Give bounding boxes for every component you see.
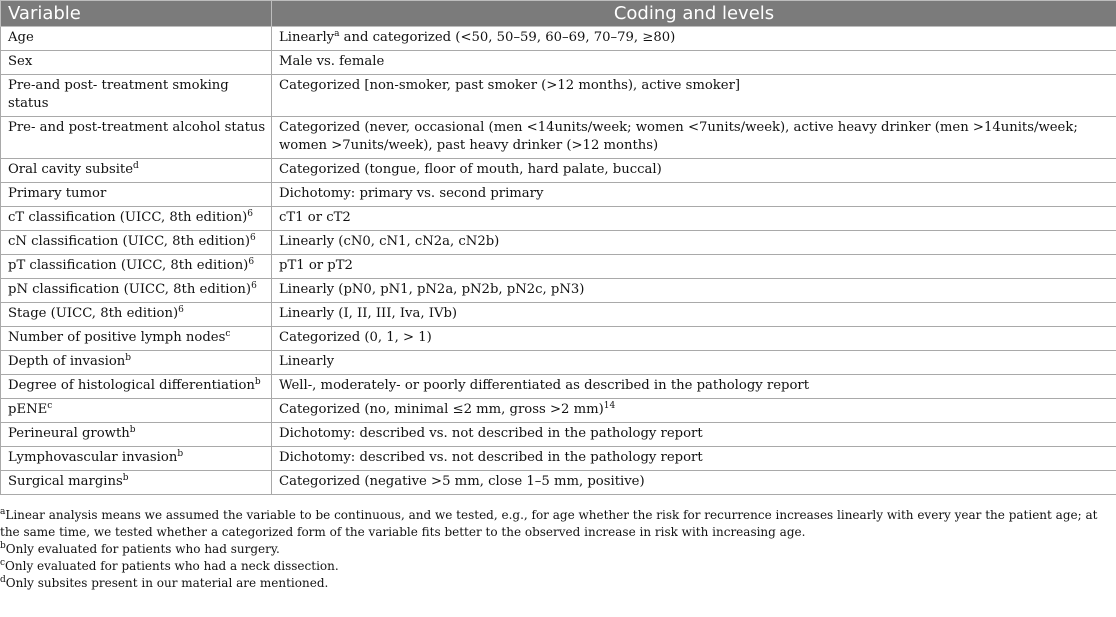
variable-cell [1,351,272,375]
coding-cell [272,279,1116,303]
coding-text: Categorized (never, occasional (men <14units/week; women <7units/week), active heavy drinker (men >14units/week; women >7units/week), past heavy drinker (>12 months) [279,120,1078,153]
variable-label: cN classification (UICC, 8th edition) [8,234,251,249]
coding-text: Categorized [non-smoker, past smoker (>12 months), active smoker] [279,78,741,93]
coding-cell [272,471,1116,495]
footnote-text: Linear analysis means we assumed the variable to be continuous, and we tested, e.g., for age whether the risk for recurrence increases linearly with every year the patient age; at the same time, we tested whether a categorized form of the variable fits better to the observed increase in risk with increasing age. [0,508,1098,539]
coding-cell [272,75,1116,117]
table-row [1,231,1116,255]
table-row [1,117,1116,159]
coding-text: Linearly (I, II, III, Iva, IVb) [279,306,458,321]
coding-cell [272,51,1116,75]
table-row [1,75,1116,117]
table-row [1,159,1116,183]
coding-text: Linearly [279,30,335,45]
coding-cell [272,207,1116,231]
table-row [1,471,1116,495]
variable-label: Depth of invasion [8,354,126,369]
footnote-text: Only evaluated for patients who had a neck dissection. [5,559,339,573]
variable-label: Surgical margins [8,474,123,489]
variable-footnote-mark: b [254,377,261,387]
coding-cell [272,117,1116,159]
variable-cell [1,447,272,471]
variable-cell [1,303,272,327]
footnote-mark: b [0,541,6,551]
coding-cell [272,375,1116,399]
variable-cell [1,117,272,159]
variable-footnote-mark: b [129,425,136,435]
coding-text: Categorized (no, minimal ≤2 mm, gross >2 mm) [279,402,604,417]
variable-cell [1,399,272,423]
table-row [1,279,1116,303]
variable-label: Age [8,30,34,45]
table-body [1,27,1116,495]
variable-label: pENE [8,402,48,417]
variable-label: Lymphovascular invasion [8,450,178,465]
variable-label: Stage (UICC, 8th edition) [8,306,179,321]
footnote [0,507,1110,541]
coding-text-continued: and categorized (<50, 50–59, 60–69, 70–79, ≥80) [339,30,676,45]
variable-footnote-mark: 6 [251,281,257,291]
footnote-mark: d [0,575,6,585]
footnote-text: Only evaluated for patients who had surgery. [5,542,280,556]
table-row [1,375,1116,399]
variable-cell [1,231,272,255]
variable-footnote-mark: 6 [247,209,254,219]
coding-text: Dichotomy: primary vs. second primary [279,186,544,201]
variable-cell [1,159,272,183]
variable-cell [1,279,272,303]
coding-text: Categorized (negative >5 mm, close 1–5 mm, positive) [279,474,645,489]
variable-label: Perineural growth [8,426,130,441]
variable-label: Degree of histological differentiation [8,378,255,393]
variable-label: cT classification (UICC, 8th edition) [8,210,248,225]
table-row [1,51,1116,75]
table-row [1,351,1116,375]
header-variable: Variable [1,1,272,27]
coding-cell [272,183,1116,207]
coding-cell [272,231,1116,255]
variable-footnote-mark: c [47,401,53,411]
variable-footnote-mark: b [177,449,184,459]
variable-cell [1,51,272,75]
footnote-mark: c [0,558,6,568]
coding-cell [272,255,1116,279]
table-row [1,207,1116,231]
coding-cell [272,399,1116,423]
coding-footnote-mark: 14 [603,401,616,411]
table-row [1,399,1116,423]
table-row [1,447,1116,471]
footnote [0,558,1110,575]
coding-cell [272,447,1116,471]
coding-text: Linearly (cN0, cN1, cN2a, cN2b) [279,234,500,249]
table-row [1,303,1116,327]
coding-cell [272,351,1116,375]
table-row [1,255,1116,279]
footnote [0,541,1110,558]
footnote-text: Only subsites present in our material are mentioned. [5,576,329,590]
variable-cell [1,27,272,51]
table-row [1,27,1116,51]
variable-cell [1,183,272,207]
coding-text: cT1 or cT2 [279,210,351,225]
variable-cell [1,327,272,351]
variable-footnote-mark: 6 [250,233,256,243]
header-coding: Coding and levels [272,1,1116,27]
footnote-mark: a [0,507,6,517]
coding-text: Dichotomy: described vs. not described in the pathology report [279,450,703,465]
coding-text: Male vs. female [279,54,385,69]
variable-footnote-mark: c [225,329,231,339]
variable-label: Oral cavity subsite [8,162,134,177]
coding-text: Well-, moderately- or poorly differentiated as described in the pathology report [279,378,809,393]
variable-label: pN classification (UICC, 8th edition) [8,282,252,297]
coding-text: Categorized (0, 1, > 1) [279,330,432,345]
table-header-row [1,1,1116,27]
variable-cell [1,471,272,495]
coding-text: Dichotomy: described vs. not described in the pathology report [279,426,703,441]
variable-cell [1,255,272,279]
coding-cell [272,159,1116,183]
variable-label: Number of positive lymph nodes [8,330,226,345]
coding-footnote-mark: a [334,29,340,39]
variable-label: Sex [8,54,33,69]
variable-cell [1,75,272,117]
variable-footnote-mark: 6 [248,257,255,267]
coding-text: Linearly (pN0, pN1, pN2a, pN2b, pN2c, pN3) [279,282,585,297]
variable-cell [1,207,272,231]
variable-cell [1,423,272,447]
coding-cell [272,27,1116,51]
variable-footnote-mark: d [133,161,139,171]
table-row [1,327,1116,351]
variable-cell [1,375,272,399]
coding-text: pT1 or pT2 [279,258,353,273]
footnotes [0,507,1110,592]
table-row [1,183,1116,207]
variable-footnote-mark: b [122,473,129,483]
variable-label: Pre-and post- treatment smoking status [8,78,229,111]
variable-footnote-mark: 6 [178,305,184,315]
table-row [1,423,1116,447]
coding-cell [272,327,1116,351]
coding-cell [272,303,1116,327]
variable-label: Pre- and post-treatment alcohol status [8,120,266,135]
coding-text: Linearly [279,354,335,369]
coding-text: Categorized (tongue, floor of mouth, hard palate, buccal) [279,162,662,177]
variable-label: pT classification (UICC, 8th edition) [8,258,249,273]
variable-label: Primary tumor [8,186,107,201]
footnote [0,575,1110,592]
coding-cell [272,423,1116,447]
variable-footnote-mark: b [125,353,132,363]
